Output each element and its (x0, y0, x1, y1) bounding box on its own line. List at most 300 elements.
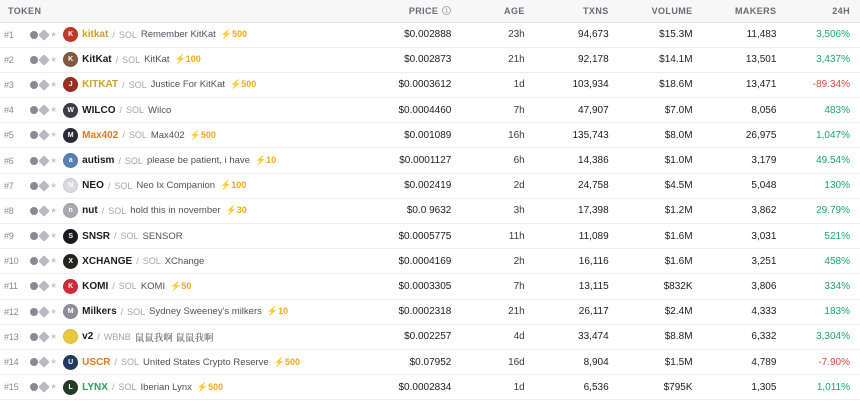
table-row[interactable] (0, 249, 860, 274)
txns-cell: 6,536 (583, 381, 609, 393)
token-cell[interactable] (0, 274, 365, 299)
volume-cell: $1.5M (664, 356, 693, 368)
change-24h-cell: 458% (824, 255, 850, 267)
token-symbol: KOMI (82, 280, 109, 292)
market-icons (30, 56, 57, 64)
avatar-letter: K (68, 282, 74, 290)
table-row[interactable] (0, 198, 860, 223)
star-icon[interactable]: ★ (50, 205, 58, 215)
age-cell: 11h (508, 230, 525, 242)
table-row[interactable] (0, 72, 860, 97)
rank-label: #9 (4, 231, 14, 242)
dex-icon (38, 205, 49, 216)
dex-icon (38, 29, 49, 40)
change-24h-cell: 183% (824, 306, 850, 318)
avatar-letter: M (67, 131, 74, 139)
table-row[interactable] (0, 148, 860, 173)
token-symbol: v2 (82, 331, 94, 343)
star-icon[interactable]: ★ (50, 105, 58, 115)
age-cell: 2h (513, 255, 525, 267)
change-24h-cell: 130% (824, 180, 850, 192)
age-cell: 2d (513, 180, 525, 192)
quote-symbol: SOL (124, 155, 143, 166)
avatar (63, 329, 78, 344)
makers-cell: 3,862 (751, 205, 777, 217)
token-cell[interactable] (0, 47, 365, 72)
rank-label: #15 (4, 382, 19, 393)
token-name: SENSOR (142, 230, 183, 242)
volume-cell: $832K (663, 280, 693, 292)
quote-symbol: SOL (114, 180, 133, 191)
token-cell[interactable] (0, 299, 365, 324)
table-row[interactable] (0, 173, 860, 198)
change-24h-cell: 334% (824, 280, 850, 292)
change-24h-cell: 3,437% (816, 54, 850, 66)
column-header-token-label: TOKEN (8, 5, 42, 16)
table-row[interactable] (0, 123, 860, 148)
token-name: United States Crypto Reserve (143, 356, 269, 368)
makers-cell: 3,031 (751, 230, 777, 242)
boost-count: 100 (185, 54, 201, 65)
makers-cell: 11,483 (746, 29, 777, 41)
token-cell[interactable] (0, 72, 365, 97)
avatar (63, 229, 78, 244)
change-24h-cell: -7.90% (818, 356, 850, 368)
volume-cell: $15.3M (659, 29, 693, 41)
avatar-letter: N (68, 182, 74, 190)
change-24h-cell: 483% (824, 104, 850, 116)
column-header-age[interactable] (459, 0, 532, 22)
boost-count: 500 (200, 129, 216, 140)
makers-cell: 5,048 (751, 180, 777, 192)
column-header-makers[interactable] (701, 0, 785, 22)
dex-icon (38, 256, 49, 267)
pair-separator: / (136, 256, 139, 267)
avatar (63, 380, 78, 395)
chain-icon (30, 282, 38, 290)
lightning-icon: ⚡ (266, 306, 279, 317)
txns-cell: 94,673 (578, 29, 609, 41)
boost-count: 10 (266, 155, 277, 166)
token-symbol: autism (82, 155, 115, 167)
boost-badge (190, 130, 216, 141)
star-icon[interactable]: ★ (50, 130, 58, 140)
token-symbol: XCHANGE (82, 255, 133, 267)
market-icons (30, 81, 57, 89)
rank-label: #2 (4, 54, 14, 65)
star-icon[interactable]: ★ (50, 357, 58, 367)
txns-cell: 11,089 (578, 230, 609, 242)
boost-count: 500 (241, 79, 257, 90)
age-cell: 21h (508, 306, 525, 318)
token-symbol: nut (82, 205, 98, 217)
market-icons (30, 31, 57, 39)
boost-count: 500 (208, 381, 224, 392)
pair-separator: / (122, 79, 125, 90)
avatar (63, 254, 78, 269)
column-header-token[interactable] (0, 0, 365, 22)
market-icons (30, 232, 57, 240)
makers-cell: 1,305 (751, 381, 777, 393)
price-cell: $0.0004460 (398, 104, 452, 116)
change-24h-cell: 1,011% (816, 381, 850, 393)
table-header (0, 0, 860, 22)
star-icon[interactable]: ★ (50, 281, 58, 291)
lightning-icon: ⚡ (230, 79, 242, 90)
info-icon[interactable]: i (442, 6, 451, 15)
lightning-icon: ⚡ (189, 129, 201, 140)
price-cell: $0.0 9632 (406, 205, 452, 217)
token-name: Sydney Sweeney's milkers (149, 306, 262, 318)
chain-icon (30, 308, 38, 316)
token-symbol: LYNX (82, 381, 108, 393)
volume-cell: $2.4M (664, 306, 693, 318)
volume-cell: $8.0M (664, 129, 693, 141)
token-name: Max402 (150, 129, 185, 141)
dex-icon (38, 230, 49, 241)
boost-count: 30 (236, 205, 247, 216)
avatar (63, 77, 78, 92)
token-symbol: KITKAT (82, 79, 119, 91)
txns-cell: 135,743 (572, 129, 609, 141)
chain-icon (30, 157, 38, 165)
boost-count: 50 (181, 280, 192, 291)
boost-count: 500 (284, 356, 300, 367)
market-icons (30, 157, 57, 165)
chain-icon (30, 81, 38, 89)
age-cell: 3h (513, 205, 525, 217)
quote-symbol: SOL (127, 306, 146, 317)
age-cell: 16d (508, 356, 525, 368)
pair-separator: / (115, 54, 119, 65)
quote-symbol: SOL (118, 281, 137, 292)
lightning-icon: ⚡ (225, 205, 237, 216)
avatar-letter: X (68, 257, 73, 265)
market-icons (30, 207, 57, 215)
lightning-icon: ⚡ (254, 155, 267, 166)
boost-badge (226, 205, 247, 216)
market-icons (30, 308, 57, 316)
star-icon[interactable]: ★ (50, 306, 58, 316)
star-icon[interactable]: ★ (50, 79, 58, 89)
volume-cell: $7.0M (664, 104, 693, 116)
table-header-row (0, 0, 860, 22)
makers-cell: 3,806 (751, 280, 777, 292)
dex-icon (38, 79, 49, 90)
volume-cell: $18.6M (659, 79, 693, 91)
quote-symbol: SOL (142, 256, 161, 267)
table-body (0, 22, 860, 400)
price-cell: $0.0004169 (398, 255, 452, 267)
quote-symbol: SOL (118, 382, 137, 393)
rank-label: #3 (4, 79, 14, 90)
token-name: Justice For KitKat (150, 79, 226, 91)
column-header-volume[interactable] (617, 0, 701, 22)
change-24h-cell: 1,047% (816, 129, 850, 141)
dex-icon (38, 356, 49, 367)
price-cell: $0.002873 (404, 54, 452, 66)
avatar (63, 52, 78, 67)
age-cell: 7h (513, 280, 525, 292)
txns-cell: 14,386 (578, 155, 609, 167)
boost-badge (267, 306, 288, 317)
table-row[interactable] (0, 98, 860, 123)
rank-label: #10 (4, 256, 19, 267)
token-name: XChange (164, 255, 205, 267)
age-cell: 7h (513, 104, 525, 116)
pair-separator: / (101, 205, 105, 216)
boost-badge (220, 180, 246, 191)
price-cell: $0.001089 (404, 129, 452, 141)
age-cell: 16h (508, 129, 525, 141)
avatar (63, 355, 78, 370)
makers-cell: 4,333 (751, 306, 777, 318)
price-cell: $0.002419 (404, 180, 452, 192)
avatar (63, 153, 78, 168)
lightning-icon: ⚡ (196, 381, 209, 392)
column-header-24h[interactable] (784, 0, 860, 22)
chain-icon (30, 257, 38, 265)
token-cell[interactable] (0, 173, 365, 198)
dex-icon (38, 180, 49, 191)
table-row[interactable] (0, 22, 860, 47)
chain-icon (30, 232, 38, 240)
quote-symbol: SOL (126, 105, 145, 116)
makers-cell: 26,975 (745, 129, 777, 141)
chain-icon (30, 31, 38, 39)
star-icon[interactable]: ★ (50, 29, 58, 39)
boost-count: 500 (232, 29, 248, 40)
dex-icon (38, 306, 49, 317)
makers-cell: 3,251 (751, 255, 777, 267)
chain-icon (30, 106, 38, 114)
volume-cell: $1.6M (664, 230, 693, 242)
lightning-icon: ⚡ (220, 29, 233, 40)
token-cell[interactable] (0, 198, 365, 223)
change-24h-cell: 49.54% (816, 155, 850, 167)
volume-cell: $1.0M (664, 155, 693, 167)
price-cell: $0.0003612 (398, 79, 452, 91)
rank-label: #4 (4, 105, 14, 116)
lightning-icon: ⚡ (170, 280, 182, 291)
rank-label: #7 (4, 180, 14, 191)
pair-separator: / (114, 357, 118, 368)
token-symbol: KitKat (82, 54, 112, 66)
makers-cell: 13,501 (745, 54, 777, 66)
makers-cell: 8,056 (751, 104, 777, 116)
table-row[interactable] (0, 224, 860, 249)
pair-separator: / (112, 29, 115, 40)
avatar-letter: W (67, 106, 74, 114)
avatar-letter: U (68, 358, 74, 366)
volume-cell: $1.6M (664, 255, 693, 267)
avatar-letter: K (68, 31, 74, 39)
table-row[interactable] (0, 375, 860, 400)
column-header-price[interactable] (365, 0, 459, 22)
age-cell: 1d (513, 79, 525, 91)
txns-cell: 17,398 (578, 205, 609, 217)
table-row[interactable] (0, 274, 860, 299)
change-24h-cell: 29.79% (816, 205, 850, 217)
market-icons (30, 383, 57, 391)
table-row[interactable] (0, 299, 860, 324)
boost-badge (197, 382, 223, 393)
token-cell[interactable] (0, 324, 365, 349)
dex-icon (38, 382, 49, 393)
table-row[interactable] (0, 324, 860, 349)
txns-cell: 16,116 (578, 255, 609, 267)
table-row[interactable] (0, 47, 860, 72)
avatar-letter: n (68, 207, 73, 215)
market-icons (30, 333, 57, 341)
avatar (63, 27, 78, 42)
token-name: Iberian Lynx (140, 381, 192, 393)
pair-separator: / (112, 281, 115, 292)
star-icon[interactable]: ★ (50, 155, 58, 165)
token-symbol: Milkers (82, 306, 117, 318)
rank-label: #13 (4, 331, 19, 342)
boost-count: 100 (231, 180, 247, 191)
lightning-icon: ⚡ (220, 180, 232, 191)
boost-badge (230, 79, 256, 90)
avatar (63, 178, 78, 193)
chain-icon (30, 207, 38, 215)
txns-cell: 92,178 (578, 54, 609, 66)
pair-separator: / (97, 331, 100, 342)
age-cell: 6h (513, 155, 525, 167)
chain-icon (30, 131, 38, 139)
boost-badge (274, 357, 300, 368)
boost-badge (175, 54, 201, 65)
volume-cell: $4.5M (664, 180, 693, 192)
token-cell[interactable] (0, 249, 365, 274)
rank-label: #1 (4, 29, 14, 40)
token-cell[interactable] (0, 375, 365, 400)
token-cell[interactable] (0, 349, 365, 374)
volume-cell: $8.8M (664, 331, 693, 343)
token-name: KitKat (144, 54, 170, 66)
rank-label: #14 (4, 357, 19, 368)
price-cell: $0.002257 (404, 331, 452, 343)
token-name: Neo Ix Companion (136, 180, 216, 192)
token-name: Wilco (148, 104, 172, 116)
quote-symbol: SOL (122, 54, 141, 65)
column-header-txns[interactable] (533, 0, 617, 22)
lightning-icon: ⚡ (174, 54, 186, 65)
makers-cell: 6,332 (751, 331, 777, 343)
txns-cell: 47,907 (578, 104, 609, 116)
star-icon[interactable]: ★ (50, 54, 58, 64)
volume-cell: $14.1M (659, 54, 693, 66)
rank-label: #11 (4, 281, 18, 292)
quote-symbol: WBNB (103, 331, 131, 342)
star-icon[interactable]: ★ (50, 231, 58, 241)
chain-icon (30, 56, 38, 64)
boost-count: 10 (278, 306, 289, 317)
rank-label: #5 (4, 130, 14, 141)
token-name: hold this in november (130, 205, 221, 217)
txns-cell: 8,904 (583, 356, 609, 368)
boost-badge (255, 155, 276, 166)
avatar-letter: M (67, 308, 74, 316)
token-name: 鼠鼠我啊 鼠鼠我啊 (134, 332, 214, 344)
change-24h-cell: 3,506% (816, 29, 850, 41)
chain-icon (30, 383, 38, 391)
market-icons (30, 131, 57, 139)
chain-icon (30, 182, 38, 190)
dex-icon (38, 104, 49, 115)
avatar (63, 103, 78, 118)
price-cell: $0.0003305 (398, 280, 452, 292)
pair-separator: / (119, 105, 123, 116)
dex-icon (38, 281, 49, 292)
txns-cell: 103,934 (572, 79, 609, 91)
token-cell[interactable] (0, 148, 365, 173)
star-icon[interactable]: ★ (50, 382, 58, 392)
boost-badge (170, 281, 191, 292)
column-header-price-label: PRICE (408, 5, 439, 16)
market-icons (30, 282, 57, 290)
quote-symbol: SOL (128, 130, 147, 141)
avatar (63, 279, 78, 294)
price-cell: $0.0002834 (398, 381, 452, 393)
star-icon[interactable]: ★ (50, 331, 58, 341)
token-symbol: WILCO (82, 104, 116, 116)
token-symbol: Max402 (82, 129, 119, 141)
star-icon[interactable]: ★ (50, 256, 58, 266)
token-symbol: kitkat (82, 29, 109, 41)
age-cell: 21h (508, 54, 525, 66)
rank-label: #6 (4, 155, 14, 166)
market-icons (30, 106, 57, 114)
avatar-letter: S (68, 232, 73, 240)
token-cell[interactable] (0, 98, 365, 123)
chain-icon (30, 333, 38, 341)
dex-icon (38, 130, 49, 141)
dex-icon (38, 54, 49, 65)
column-header-makers-label: MAKERS (735, 5, 777, 16)
quote-symbol: SOL (118, 29, 137, 40)
age-cell: 23h (508, 29, 525, 41)
token-cell[interactable] (0, 22, 365, 47)
pair-separator: / (120, 306, 124, 317)
volume-cell: $1.2M (664, 205, 693, 217)
quote-symbol: SOL (121, 357, 140, 368)
txns-cell: 33,474 (578, 331, 609, 343)
column-header-volume-label: VOLUME (651, 5, 693, 16)
price-cell: $0.0005775 (398, 230, 452, 242)
market-icons (30, 358, 57, 366)
change-24h-cell: 3,304% (816, 331, 850, 343)
boost-badge (221, 29, 247, 40)
column-header-age-label: AGE (504, 5, 525, 16)
avatar-letter: a (68, 157, 73, 165)
makers-cell: 13,471 (745, 79, 777, 91)
age-cell: 1d (513, 381, 525, 393)
token-cell[interactable] (0, 224, 365, 249)
table-row[interactable] (0, 349, 860, 374)
lightning-icon: ⚡ (273, 356, 285, 367)
age-cell: 4d (513, 331, 525, 343)
star-icon[interactable]: ★ (50, 180, 58, 190)
market-icons (30, 257, 57, 265)
token-symbol: SNSR (82, 230, 110, 242)
market-icons (30, 182, 57, 190)
change-24h-cell: -89.34% (812, 79, 850, 91)
token-cell[interactable] (0, 123, 365, 148)
chain-icon (30, 358, 38, 366)
rank-label: #8 (4, 205, 14, 216)
